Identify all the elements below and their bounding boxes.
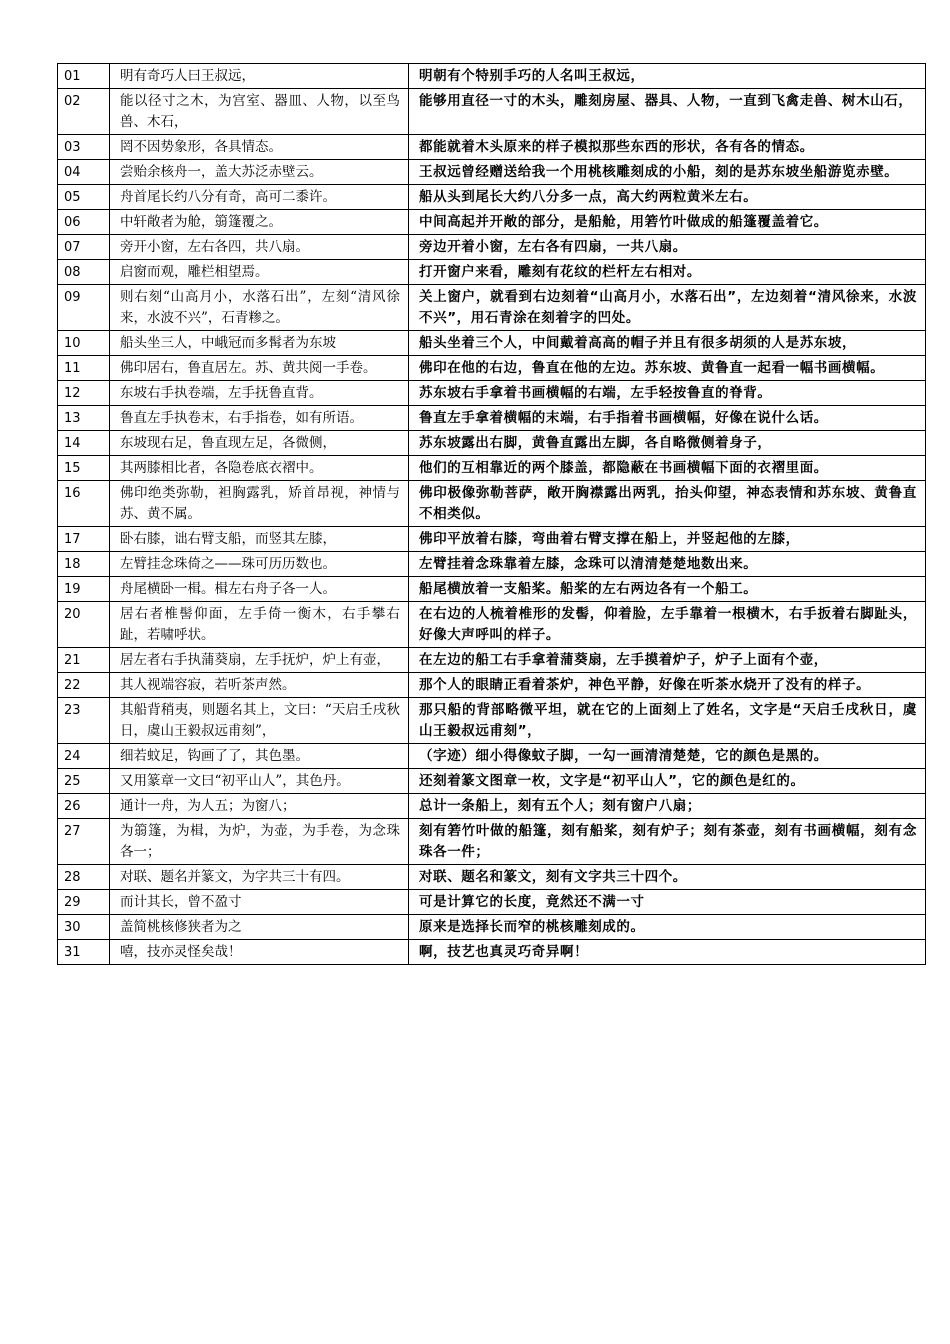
row-number: 03 xyxy=(58,135,110,160)
table-row xyxy=(58,819,926,865)
translation-text: 明朝有个特别手巧的人名叫王叔远， xyxy=(409,64,926,89)
original-text: 通计一舟，为人五；为窗八； xyxy=(110,794,409,819)
translation-text: 佛印在他的右边，鲁直在他的左边。苏东坡、黄鲁直一起看一幅书画横幅。 xyxy=(409,356,926,381)
translation-text: 能够用直径一寸的木头，雕刻房屋、器具、人物，一直到飞禽走兽、树木山石， xyxy=(409,89,926,135)
table-row xyxy=(58,527,926,552)
original-text: 明有奇巧人曰王叔远， xyxy=(110,64,409,89)
table-row xyxy=(58,260,926,285)
row-number: 08 xyxy=(58,260,110,285)
row-number: 29 xyxy=(58,890,110,915)
row-number: 14 xyxy=(58,431,110,456)
original-text: 则右刻“山高月小，水落石出”，左刻“清风徐来，水波不兴”，石青糁之。 xyxy=(110,285,409,331)
row-number: 06 xyxy=(58,210,110,235)
row-number: 11 xyxy=(58,356,110,381)
table-row xyxy=(58,915,926,940)
translation-text: 都能就着木头原来的样子模拟那些东西的形状，各有各的情态。 xyxy=(409,135,926,160)
row-number: 17 xyxy=(58,527,110,552)
row-number: 10 xyxy=(58,331,110,356)
table-row xyxy=(58,940,926,965)
original-text: 佛印绝类弥勒，袒胸露乳，矫首昂视，神情与苏、黄不属。 xyxy=(110,481,409,527)
translation-table xyxy=(57,63,926,965)
original-text: 为篛篷，为楫，为炉，为壶，为手卷，为念珠各一； xyxy=(110,819,409,865)
row-number: 09 xyxy=(58,285,110,331)
row-number: 18 xyxy=(58,552,110,577)
translation-text: 王叔远曾经赠送给我一个用桃核雕刻成的小船，刻的是苏东坡坐船游览赤壁。 xyxy=(409,160,926,185)
row-number: 15 xyxy=(58,456,110,481)
row-number: 20 xyxy=(58,602,110,648)
original-text: 居右者椎髻仰面，左手倚一衡木，右手攀右趾，若啸呼状。 xyxy=(110,602,409,648)
row-number: 25 xyxy=(58,769,110,794)
translation-text: 原来是选择长而窄的桃核雕刻成的。 xyxy=(409,915,926,940)
row-number: 16 xyxy=(58,481,110,527)
row-number: 24 xyxy=(58,744,110,769)
translation-text: 刻有箬竹叶做的船篷，刻有船桨，刻有炉子；刻有茶壶，刻有书画横幅，刻有念珠各一件； xyxy=(409,819,926,865)
original-text: 启窗而观，雕栏相望焉。 xyxy=(110,260,409,285)
original-text: 佛印居右，鲁直居左。苏、黄共阅一手卷。 xyxy=(110,356,409,381)
table-row xyxy=(58,356,926,381)
row-number: 19 xyxy=(58,577,110,602)
original-text: 其船背稍夷，则题名其上，文曰：“天启壬戌秋日，虞山王毅叔远甫刻”， xyxy=(110,698,409,744)
table-row xyxy=(58,744,926,769)
table-row xyxy=(58,285,926,331)
row-number: 31 xyxy=(58,940,110,965)
original-text: 细若蚊足，钩画了了，其色墨。 xyxy=(110,744,409,769)
row-number: 02 xyxy=(58,89,110,135)
table-row xyxy=(58,769,926,794)
row-number: 05 xyxy=(58,185,110,210)
translation-text: 可是计算它的长度，竟然还不满一寸 xyxy=(409,890,926,915)
row-number: 01 xyxy=(58,64,110,89)
table-row xyxy=(58,698,926,744)
translation-text: 船尾横放着一支船桨。船桨的左右两边各有一个船工。 xyxy=(409,577,926,602)
table-row xyxy=(58,160,926,185)
table-row xyxy=(58,602,926,648)
translation-text: 船头坐着三个人，中间戴着高高的帽子并且有很多胡须的人是苏东坡， xyxy=(409,331,926,356)
translation-text: 佛印极像弥勒菩萨，敞开胸襟露出两乳，抬头仰望，神态表情和苏东坡、黄鲁直不相类似。 xyxy=(409,481,926,527)
translation-text: 佛印平放着右膝，弯曲着右臂支撑在船上，并竖起他的左膝， xyxy=(409,527,926,552)
table-row xyxy=(58,406,926,431)
original-text: 左臂挂念珠倚之——珠可历历数也。 xyxy=(110,552,409,577)
translation-text: 中间高起并开敞的部分，是船舱，用箬竹叶做成的船篷覆盖着它。 xyxy=(409,210,926,235)
original-text: 东坡现右足，鲁直现左足，各微侧， xyxy=(110,431,409,456)
row-number: 13 xyxy=(58,406,110,431)
translation-text: 他们的互相靠近的两个膝盖，都隐蔽在书画横幅下面的衣褶里面。 xyxy=(409,456,926,481)
translation-text: 那个人的眼睛正看着茶炉，神色平静，好像在听茶水烧开了没有的样子。 xyxy=(409,673,926,698)
original-text: 舟尾横卧一楫。楫左右舟子各一人。 xyxy=(110,577,409,602)
table-row xyxy=(58,431,926,456)
original-text: 罔不因势象形，各具情态。 xyxy=(110,135,409,160)
original-text: 居左者右手执蒲葵扇，左手抚炉，炉上有壶， xyxy=(110,648,409,673)
translation-text: 对联、题名和篆文，刻有文字共三十四个。 xyxy=(409,865,926,890)
table-row xyxy=(58,331,926,356)
original-text: 鲁直左手执卷末，右手指卷，如有所语。 xyxy=(110,406,409,431)
table-row xyxy=(58,648,926,673)
original-text: 能以径寸之木，为宫室、器皿、人物，以至鸟兽、木石， xyxy=(110,89,409,135)
row-number: 07 xyxy=(58,235,110,260)
translation-text: 苏东坡露出右脚，黄鲁直露出左脚，各自略微侧着身子， xyxy=(409,431,926,456)
table-row xyxy=(58,210,926,235)
row-number: 27 xyxy=(58,819,110,865)
translation-text: 还刻着篆文图章一枚，文字是“初平山人”，它的颜色是红的。 xyxy=(409,769,926,794)
original-text: 嘻，技亦灵怪矣哉！ xyxy=(110,940,409,965)
translation-text: 在左边的船工右手拿着蒲葵扇，左手摸着炉子，炉子上面有个壶， xyxy=(409,648,926,673)
translation-text: 在右边的人梳着椎形的发髻，仰着脸，左手靠着一根横木，右手扳着右脚趾头，好像大声呼叫的样子。 xyxy=(409,602,926,648)
original-text: 船头坐三人，中峨冠而多髯者为东坡 xyxy=(110,331,409,356)
table-row xyxy=(58,89,926,135)
row-number: 28 xyxy=(58,865,110,890)
row-number: 12 xyxy=(58,381,110,406)
original-text: 其两膝相比者，各隐卷底衣褶中。 xyxy=(110,456,409,481)
translation-text: 苏东坡右手拿着书画横幅的右端，左手轻按鲁直的脊背。 xyxy=(409,381,926,406)
original-text: 舟首尾长约八分有奇，高可二黍许。 xyxy=(110,185,409,210)
table-row xyxy=(58,481,926,527)
original-text: 其人视端容寂，若听茶声然。 xyxy=(110,673,409,698)
row-number: 22 xyxy=(58,673,110,698)
row-number: 26 xyxy=(58,794,110,819)
table-body xyxy=(58,64,926,965)
translation-text: 那只船的背部略微平坦，就在它的上面刻上了姓名，文字是“天启壬戌秋日，虞山王毅叔远甫刻”， xyxy=(409,698,926,744)
table-row xyxy=(58,865,926,890)
original-text: 东坡右手执卷端，左手抚鲁直背。 xyxy=(110,381,409,406)
table-row xyxy=(58,381,926,406)
table-row xyxy=(58,235,926,260)
table-row xyxy=(58,64,926,89)
table-row xyxy=(58,890,926,915)
original-text: 尝贻余核舟一，盖大苏泛赤壁云。 xyxy=(110,160,409,185)
table-row xyxy=(58,552,926,577)
translation-text: 啊，技艺也真灵巧奇异啊！ xyxy=(409,940,926,965)
translation-text: 船从头到尾长大约八分多一点，高大约两粒黄米左右。 xyxy=(409,185,926,210)
translation-text: 关上窗户，就看到右边刻着“山高月小，水落石出”，左边刻着“清风徐来，水波不兴”，用石青涂在刻着字的凹处。 xyxy=(409,285,926,331)
original-text: 旁开小窗，左右各四，共八扇。 xyxy=(110,235,409,260)
translation-text: 鲁直左手拿着横幅的末端，右手指着书画横幅，好像在说什么话。 xyxy=(409,406,926,431)
table-row xyxy=(58,135,926,160)
translation-text: 打开窗户来看，雕刻有花纹的栏杆左右相对。 xyxy=(409,260,926,285)
row-number: 04 xyxy=(58,160,110,185)
translation-text: 总计一条船上，刻有五个人；刻有窗户八扇； xyxy=(409,794,926,819)
original-text: 而计其长，曾不盈寸 xyxy=(110,890,409,915)
table-row xyxy=(58,794,926,819)
original-text: 中轩敞者为舱，篛篷覆之。 xyxy=(110,210,409,235)
table-row xyxy=(58,456,926,481)
table-row xyxy=(58,673,926,698)
original-text: 卧右膝，诎右臂支船，而竖其左膝， xyxy=(110,527,409,552)
translation-text: 旁边开着小窗，左右各有四扇，一共八扇。 xyxy=(409,235,926,260)
translation-text: 左臂挂着念珠靠着左膝，念珠可以清清楚楚地数出来。 xyxy=(409,552,926,577)
row-number: 23 xyxy=(58,698,110,744)
original-text: 又用篆章一文曰“初平山人”，其色丹。 xyxy=(110,769,409,794)
row-number: 30 xyxy=(58,915,110,940)
translation-text: （字迹）细小得像蚊子脚，一勾一画清清楚楚，它的颜色是黑的。 xyxy=(409,744,926,769)
table-row xyxy=(58,577,926,602)
row-number: 21 xyxy=(58,648,110,673)
table-row xyxy=(58,185,926,210)
original-text: 对联、题名并篆文，为字共三十有四。 xyxy=(110,865,409,890)
original-text: 盖简桃核修狭者为之 xyxy=(110,915,409,940)
